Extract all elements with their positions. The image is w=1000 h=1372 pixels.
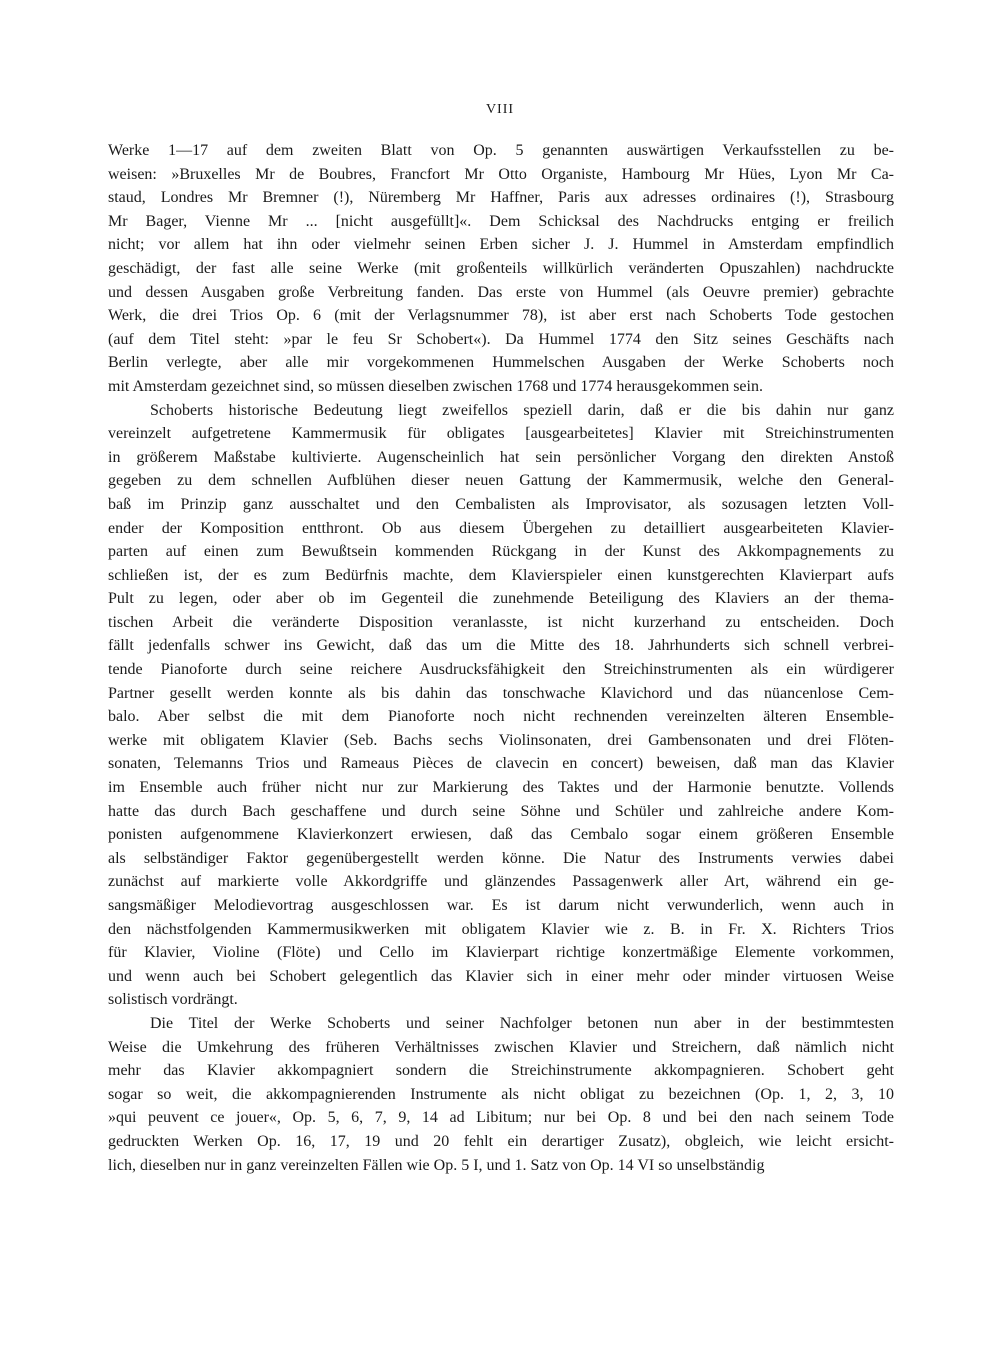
page-number: VIII	[485, 102, 515, 117]
text-line: den nächstfolgenden Kammermusikwerken mit obligatem Klavier wie z. B. in Fr. X. Richters Trios	[108, 920, 894, 938]
text-line: geschädigt, der fast alle seine Werke (mit großenteils willkürlich veränderten Opuszahlen) nachdruckte	[108, 259, 894, 277]
body-text	[108, 139, 894, 1177]
text-line: hatte das durch Bach geschaffene und durch seine Söhne und Schüler und zahlreiche andere Kom-	[108, 802, 894, 820]
text-line: Die Titel der Werke Schoberts und seiner Nachfolger betonen nun aber in der bestimmtesten	[150, 1014, 894, 1032]
text-line: im Ensemble auch früher nicht nur zur Markierung des Taktes und der Harmonie benutzte. Vollends	[108, 779, 894, 797]
text-line: gegeben zu dem schnellen Aufblühen dieser neuen Gattung der Kammermusik, welche den General-	[108, 472, 894, 490]
text-line: sonaten, Telemanns Trios und Rameaus Pièces de clavecin en concert) beweisen, daß man das Klavier	[108, 755, 894, 773]
text-line: sangsmäßiger Melodievortrag ausgeschlossen war. Es ist darum nicht verwunderlich, wenn auch in	[108, 897, 894, 914]
text-line: ponisten aufgenommene Klavierkonzert erwiesen, daß das Cembalo sogar einem größeren Ensemble	[108, 826, 894, 844]
text-line: staud, Londres Mr Bremner (!), Nüremberg Mr Haffner, Paris aux adresses ordinaires (!), Strasbourg	[108, 189, 894, 207]
text-line: und wenn auch bei Schobert gelegentlich das Klavier sich in einer mehr oder minder virtuosen Weise	[108, 967, 894, 985]
text-line: für Klavier, Violine (Flöte) und Cello im Klavierpart richtige konzertmäßige Elemente vorkommen,	[108, 944, 894, 962]
paragraph	[108, 1012, 894, 1177]
text-line: mehr das Klavier akkompagniert sondern die Streichinstrumente akkompagnieren. Schobert geht	[108, 1062, 894, 1080]
paragraph	[108, 139, 894, 399]
text-line: weisen: »Bruxelles Mr de Boubres, Francfort Mr Otto Organiste, Hambourg Mr Hües, Lyon Mr Ca-	[108, 165, 894, 183]
text-line: balo. Aber selbst die mit dem Pianoforte noch nicht rechnenden vereinzelten älteren Ensemble-	[108, 708, 894, 726]
text-line: Berlin verlegte, aber alle mir vorgekommenen Hummelschen Ausgaben der Werke Schoberts noch	[108, 354, 894, 372]
text-line: ender der Komposition entthront. Ob aus diesem Übergehen zu detailliert ausgearbeiteten Klavier-	[108, 519, 894, 537]
text-line: tende Pianoforte durch seine reichere Ausdrucksfähigkeit den Streichinstrumenten als ein würdigerer	[108, 661, 894, 679]
text-line: schließen ist, der es zum Bedürfnis machte, dem Klavierspieler einen kunstgerechten Klavierpart aufs	[108, 566, 894, 584]
text-line: als selbständiger Faktor gegenübergestellt werden könne. Die Natur des Instruments verwies dabei	[108, 849, 894, 867]
text-line: sogar so weit, die akkompagnierenden Instrumente als nicht obligat zu bezeichnen (Op. 1, 2, 3, 10	[108, 1085, 894, 1103]
text-line: Pult zu legen, oder aber ob im Gegenteil die zunehmende Beteiligung des Klaviers an der thema-	[108, 590, 894, 608]
text-line: Partner gesellt werden konnte als bis dahin das tonschwache Klavichord und das nüancenlose Cem-	[108, 684, 894, 702]
text-line: »qui peuvent ce jouer«, Op. 5, 6, 7, 9, 14 ad Libitum; nur bei Op. 8 und bei den nach seinem Tode	[108, 1109, 894, 1127]
text-line: vereinzelt aufgetretene Kammermusik für obligates [ausgearbeitetes] Klavier mit Streichinstrumenten	[108, 425, 894, 443]
text-line: lich, dieselben nur in ganz vereinzelten Fällen wie Op. 5 I, und 1. Satz von Op. 14 VI so unselbständig	[108, 1156, 765, 1174]
text-line: Werke 1—17 auf dem zweiten Blatt von Op. 5 genannten auswärtigen Verkaufsstellen zu be-	[108, 142, 894, 159]
text-line: Mr Bager, Vienne Mr ... [nicht ausgefüllt]«. Dem Schicksal des Nachdrucks entging er freilich	[108, 212, 894, 230]
text-line: mit Amsterdam gezeichnet sind, so müssen dieselben zwischen 1768 und 1774 herausgekommen sein.	[108, 377, 763, 395]
text-line: tischen Arbeit die veränderte Disposition veranlasste, ist nicht kurzerhand zu entscheiden. Doch	[108, 613, 894, 631]
text-line: zunächst auf markierte volle Akkordgriffe und glänzendes Passagenwerk aller Art, während ein ge-	[108, 873, 894, 891]
text-line: (auf dem Titel steht: »par le feu Sr Schobert«). Da Hummel 1774 den Sitz seines Geschäfts nach	[108, 330, 894, 348]
text-line: Schoberts historische Bedeutung liegt zweifellos speziell darin, daß er die bis dahin nur ganz	[150, 401, 894, 419]
text-line: gedruckten Werken Op. 16, 17, 19 und 20 fehlt ein derartiger Zusatz), obgleich, wie leicht ersicht-	[108, 1132, 894, 1150]
text-line: parten auf einen zum Bewußtsein kommenden Rückgang in der Kunst des Akkompagnements zu	[108, 543, 894, 561]
text-line: und dessen Ausgaben große Verbreitung fanden. Das erste von Hummel (als Oeuvre premier) gebrachte	[108, 283, 894, 301]
text-line: nicht; vor allem hat ihn oder vielmehr seinen Erben sicher J. J. Hummel in Amsterdam empfindlich	[108, 236, 894, 254]
text-line: baß im Prinzip ganz ausschaltet und den Cembalisten als Improvisator, als sozusagen letzten Voll-	[108, 495, 894, 513]
text-line: werke mit obligatem Klavier (Seb. Bachs sechs Violinsonaten, drei Gambensonaten und drei Flöten-	[108, 731, 894, 749]
text-line: Weise die Umkehrung des früheren Verhältnisses zwischen Klavier und Streichern, daß nämlich nicht	[108, 1038, 894, 1056]
text-line: solistisch vordrängt.	[108, 991, 238, 1009]
text-line: Werk, die drei Trios Op. 6 (mit der Verlagsnummer 78), ist aber erst nach Schoberts Tode gestochen	[108, 307, 894, 325]
text-line: fällt jedenfalls schwer ins Gewicht, daß das um die Mitte des 18. Jahrhunderts sich schnell verbrei-	[108, 637, 894, 655]
text-line: in größerem Maßstabe kultivierte. Augenscheinlich hat sein persönlicher Vorgang den direkten Anstoß	[108, 448, 894, 466]
paragraph	[108, 399, 894, 1012]
